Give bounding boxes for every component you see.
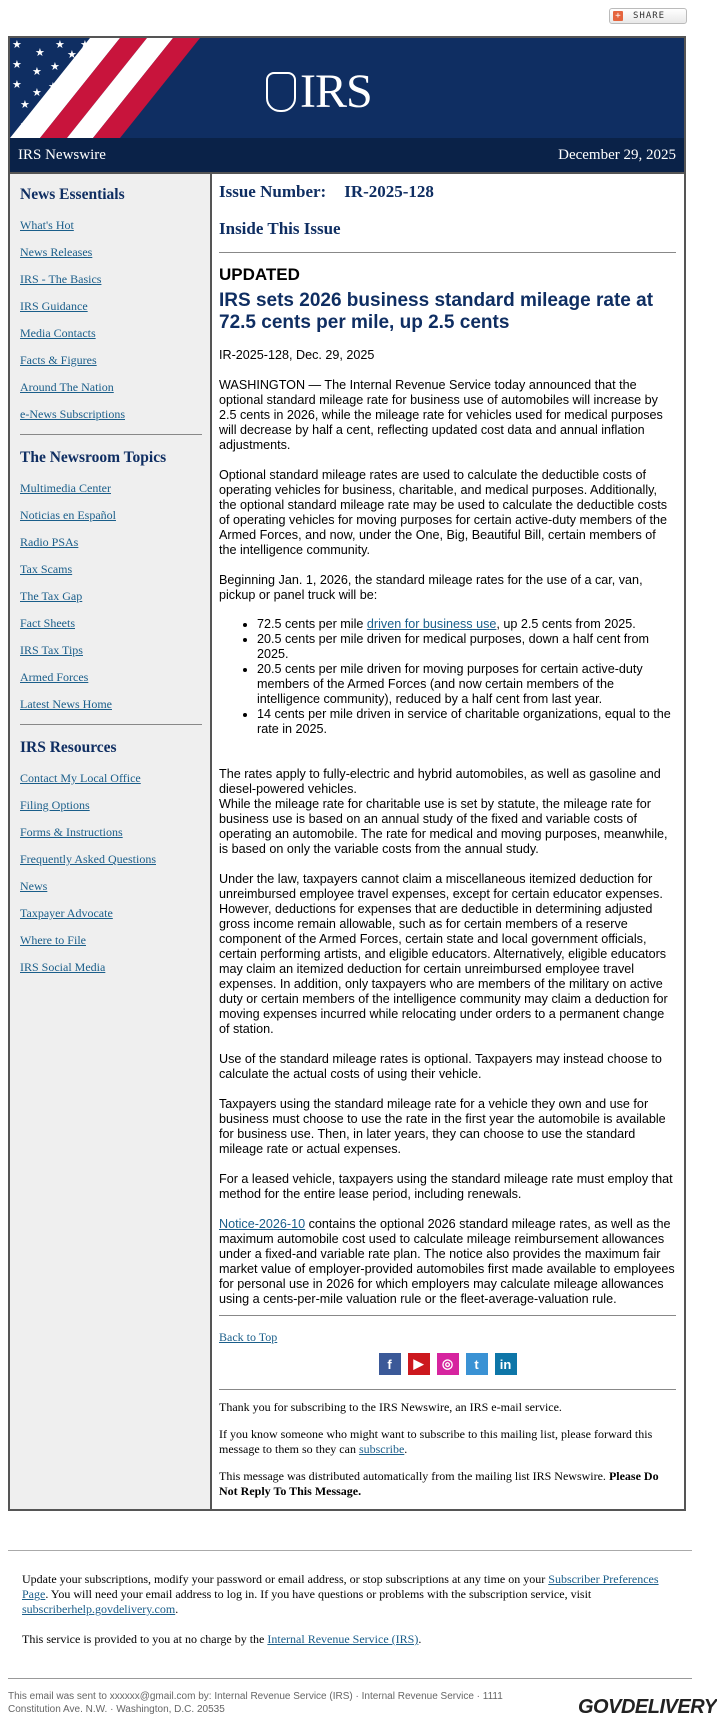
- svg-text:★: ★: [12, 58, 22, 71]
- svg-text:★: ★: [80, 38, 90, 51]
- list-item: [257, 617, 676, 632]
- sidebar-link[interactable]: Tax Scams: [20, 562, 73, 576]
- irs-logo: [266, 65, 372, 118]
- irs-link[interactable]: Internal Revenue Service (IRS): [267, 1632, 419, 1646]
- updated-label: UPDATED: [219, 265, 300, 284]
- distributed-text: [219, 1469, 676, 1499]
- text: Update your subscriptions, modify your password or email address, or stop subscriptions at any time on your: [22, 1572, 549, 1586]
- issue-label: Issue Number:: [219, 182, 327, 201]
- divider: [219, 1389, 676, 1390]
- back-to-top-link[interactable]: Back to Top: [219, 1330, 278, 1344]
- title-bar: [10, 138, 684, 172]
- dateline: IR-2025-128, Dec. 29, 2025: [219, 348, 375, 362]
- notice-link[interactable]: Notice-2026-10: [219, 1217, 306, 1231]
- sidebar-heading: News Essentials: [20, 186, 125, 203]
- sidebar-link[interactable]: Taxpayer Advocate: [20, 906, 113, 920]
- sidebar-link[interactable]: Around The Nation: [20, 380, 114, 394]
- sidebar-link[interactable]: Noticias en Español: [20, 508, 116, 522]
- paragraph: Beginning Jan. 1, 2026, the standard mileage rates for the use of a car, van, pickup or panel truck will be:: [219, 573, 643, 602]
- business-use-link[interactable]: driven for business use: [366, 617, 497, 631]
- paragraph: Use of the standard mileage rates is optional. Taxpayers may instead choose to calculate the actual costs of using their vehicle.: [219, 1052, 662, 1081]
- sidebar-link[interactable]: Frequently Asked Questions: [20, 852, 156, 866]
- text: The rates apply to fully-electric and hybrid automobiles, as well as gasoline and diesel-powered vehicles.: [219, 767, 661, 796]
- newsletter: [8, 36, 686, 1511]
- paragraph: Optional standard mileage rates are used to calculate the deductible costs of operating vehicles for business, charitable, and medical purposes. Additionally, the optional standard mileage rate may be used to calculate the deductible costs of operating vehicles for moving purposes for certain active-duty members of the Armed Forces, and now, under the One, Big, Beautiful Bill, certain members of the intelligence community.: [219, 468, 668, 557]
- text: While the mileage rate for charitable use is set by statute, the mileage rate for business use is based on an annual study of the fixed and variable costs of operating an automobile. The rate for medical and moving purposes, meanwhile, is based on only the variable costs from the annual study.: [219, 797, 668, 856]
- newswire-title: IRS Newswire: [18, 146, 106, 163]
- paragraph: WASHINGTON — The Internal Revenue Service today announced that the optional standard mileage rate for business use of automobiles will increase by 2.5 cents in 2026, while the mileage rate for vehicles used for medical purposes will decrease by half a cent, reflecting updated cost data and annual inflation adjustments.: [219, 378, 663, 452]
- youtube-icon[interactable]: ▶: [408, 1353, 430, 1375]
- text: . You will need your email address to log in. If you have questions or problems with the subscription service, visit: [45, 1587, 592, 1601]
- main-content: [212, 174, 684, 1509]
- sidebar-link[interactable]: Facts & Figures: [20, 353, 97, 367]
- sidebar-link[interactable]: What's Hot: [20, 218, 74, 232]
- paragraph: [219, 767, 676, 857]
- text: contains the optional 2026 standard mileage rates, as well as the maximum automobile cost used to calculate mileage reimbursement allowances under a fixed-and variable rate plan. The notice also provides the maximum fair market value of employer-provided automobiles first made available to employees for personal use in 2026 for which employers may calculate mileage allowances using a cents-per-mile valuation rule or the fleet-average-valuation rule.: [219, 1217, 675, 1306]
- paragraph: For a leased vehicle, taxpayers using the standard mileage rate must employ that method for the entire lease period, including renewals.: [219, 1172, 673, 1201]
- paragraph: Under the law, taxpayers cannot claim a miscellaneous itemized deduction for unreimbursed employee travel expenses, except for certain educator expenses. However, deductions for expenses that are deductible in determining adjusted gross income remain allowable, such as for certain members of a reserve component of the Armed Forces, certain state and local government officials, certain performing artists, and eligible educators. Alternatively, eligible educators may claim an itemized deduction for certain unreimbursed employee travel expenses. In addition, only taxpayers who are members of the military on active duty or certain members of the intelligence community may claim a deduction for moving expenses incurred while relocating under orders to a permanent change of station.: [219, 872, 668, 1036]
- text: , up 2.5 cents from 2025.: [496, 617, 636, 631]
- sidebar-link[interactable]: IRS Guidance: [20, 299, 88, 313]
- sidebar-link[interactable]: Filing Options: [20, 798, 90, 812]
- sidebar-link[interactable]: Latest News Home: [20, 697, 112, 711]
- paragraph: Taxpayers using the standard mileage rate for a vehicle they own and use for business must choose to use the rate in the first year the automobile is available for business use. Then, in later years, they can choose to use the standard mileage rate or actual expenses.: [219, 1097, 666, 1156]
- sent-to-text: This email was sent to xxxxxx@gmail.com by: Internal Revenue Service (IRS) · Internal Revenue Service · 1111 Constitution Ave. N.W. · Washington, D.C. 20535: [8, 1691, 503, 1715]
- sidebar-link[interactable]: Fact Sheets: [20, 616, 75, 630]
- social-links: [219, 1353, 676, 1375]
- subscribe-link[interactable]: subscribe: [358, 1442, 405, 1456]
- sidebar-link[interactable]: IRS Social Media: [20, 960, 106, 974]
- svg-text:★: ★: [65, 70, 75, 83]
- flag-graphic: [10, 38, 210, 138]
- subscription-footer: Update your subscriptions, modify your password or email address, or stop subscriptions at any time on your Subscriber Preferences Page. You will need your email address to log in. If you have questions or problems with the subscription service, visit subscriberhelp.govdelivery.com. This service is provided to you at no charge by the Internal Revenue Service (IRS).: [22, 1572, 659, 1646]
- divider: [219, 252, 676, 253]
- divider: [8, 1678, 692, 1679]
- subscriber-preferences-link[interactable]: Subscriber Preferences Page: [22, 1572, 659, 1601]
- twitter-icon[interactable]: t: [466, 1353, 488, 1375]
- facebook-icon[interactable]: f: [379, 1353, 401, 1375]
- text: This message was distributed automatically from the mailing list IRS Newswire.: [219, 1469, 609, 1483]
- issue-value: IR-2025-128: [344, 182, 434, 201]
- sidebar-divider: [20, 434, 202, 435]
- sidebar-divider: [20, 724, 202, 725]
- sidebar-link[interactable]: Media Contacts: [20, 326, 96, 340]
- svg-text:★: ★: [67, 48, 77, 61]
- sidebar-link[interactable]: The Tax Gap: [20, 589, 83, 603]
- sidebar-link[interactable]: e-News Subscriptions: [20, 407, 125, 421]
- do-not-reply: Please Do Not Reply To This Message.: [219, 1469, 659, 1498]
- sidebar-heading: The Newsroom Topics: [20, 449, 167, 466]
- sidebar-link[interactable]: Where to File: [20, 933, 86, 947]
- svg-text:★: ★: [35, 103, 45, 116]
- thanks-text: Thank you for subscribing to the IRS Newswire, an IRS e-mail service.: [219, 1400, 562, 1414]
- list-item: • 14 cents per mile driven in service of charitable organizations, equal to the rate in 2025.: [257, 707, 676, 737]
- svg-text:★: ★: [48, 80, 58, 93]
- text: If you know someone who might want to subscribe to this mailing list, please forward this message to them so they can: [219, 1427, 653, 1456]
- share-label: SHARE: [633, 11, 666, 21]
- divider: [8, 1550, 692, 1551]
- text: 72.5 cents per mile: [257, 617, 367, 631]
- article-headline: IRS sets 2026 business standard mileage rate at 72.5 cents per mile, up 2.5 cents: [219, 290, 654, 333]
- sidebar-link[interactable]: IRS - The Basics: [20, 272, 102, 286]
- govdelivery-logo[interactable]: GOVDELIVERY: [578, 1696, 717, 1718]
- forward-text: If you know someone who might want to subscribe to this mailing list, please forward this message to them so they can subscribe.: [219, 1427, 653, 1456]
- svg-text:★: ★: [12, 78, 22, 91]
- instagram-icon[interactable]: ◎: [437, 1353, 459, 1375]
- sidebar-link[interactable]: Radio PSAs: [20, 535, 79, 549]
- sidebar-link[interactable]: Multimedia Center: [20, 481, 111, 495]
- sidebar-link[interactable]: Contact My Local Office: [20, 771, 141, 785]
- header-banner: [10, 38, 684, 138]
- issue-date: December 29, 2025: [558, 146, 676, 163]
- sidebar-heading: IRS Resources: [20, 739, 117, 756]
- eagle-seal-icon: [266, 72, 296, 112]
- plus-icon: +: [613, 11, 623, 21]
- svg-text:★: ★: [35, 46, 45, 59]
- svg-text:★: ★: [20, 118, 30, 131]
- sidebar-link[interactable]: Forms & Instructions: [20, 825, 123, 839]
- inside-heading: Inside This Issue: [219, 219, 341, 238]
- svg-text:★: ★: [50, 60, 60, 73]
- share-button[interactable]: [609, 8, 687, 24]
- list-item: • 20.5 cents per mile driven for medical purposes, down a half cent from 2025.: [257, 632, 676, 662]
- sidebar-link[interactable]: Armed Forces: [20, 670, 89, 684]
- svg-text:★: ★: [32, 86, 42, 99]
- sidebar-link[interactable]: IRS Tax Tips: [20, 643, 83, 657]
- list-item: • 20.5 cents per mile driven for moving purposes for certain active-duty members of the Armed Forces (and now certain members of the intelligence community), reduced by a half cent from last year.: [257, 662, 676, 707]
- svg-text:★: ★: [12, 38, 22, 51]
- paragraph: [219, 1217, 676, 1307]
- logo-text: IRS: [300, 65, 372, 118]
- sidebar-link[interactable]: News Releases: [20, 245, 93, 259]
- rates-list: [219, 617, 676, 737]
- sidebar: [10, 174, 212, 1509]
- divider: [219, 1315, 676, 1316]
- svg-text:★: ★: [20, 98, 30, 111]
- sidebar-link[interactable]: News: [20, 879, 48, 893]
- subscriber-help-link[interactable]: subscriberhelp.govdelivery.com: [22, 1602, 176, 1616]
- svg-text:★: ★: [55, 38, 65, 51]
- issue-number: [219, 184, 676, 199]
- svg-text:★: ★: [32, 65, 42, 78]
- text: This service is provided to you at no charge by the: [22, 1632, 268, 1646]
- linkedin-icon[interactable]: in: [495, 1353, 517, 1375]
